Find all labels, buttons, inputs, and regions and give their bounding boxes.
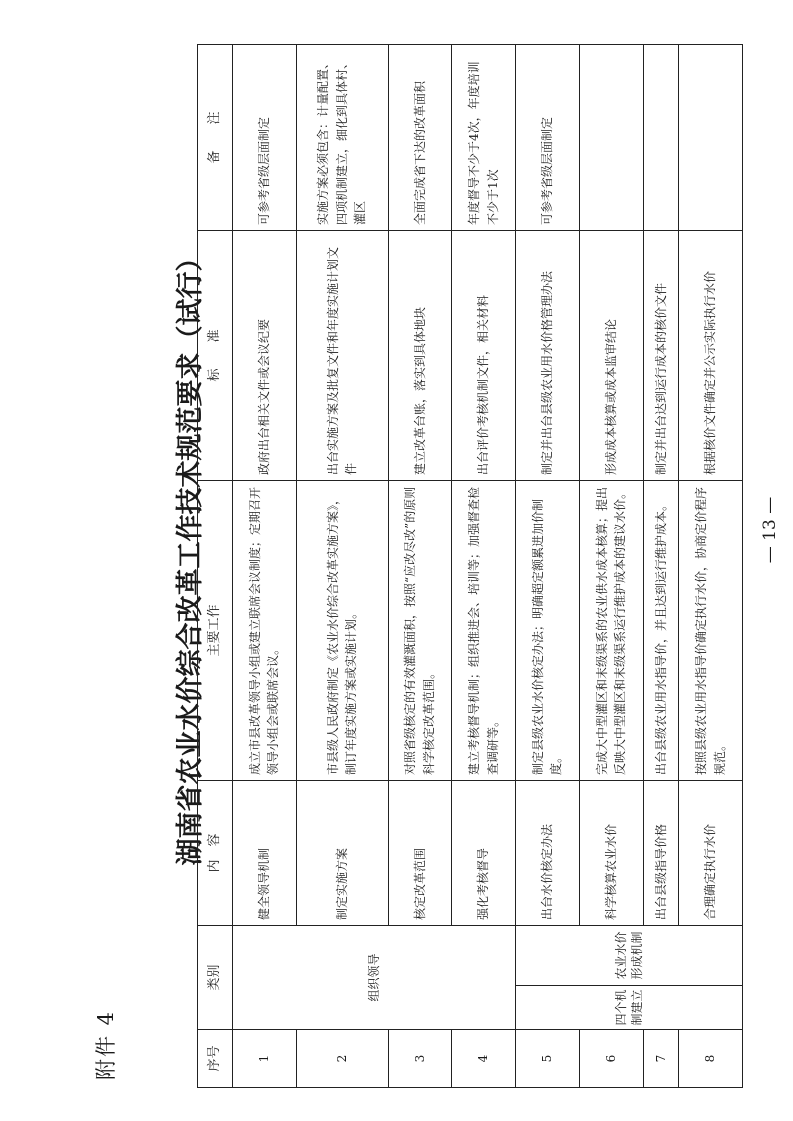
category-price-mechanism: 农业水价形成机制 [516,925,743,985]
row-seq: 2 [296,1030,388,1088]
requirements-table-wrapper [197,45,743,1088]
row-main-work: 按照县级农业用水指导价确定执行水价，协商定价程序规范。 [679,480,743,780]
row-remark: 可参考省级层面制定 [516,44,580,230]
category-organization: 组织领导 [233,925,516,1029]
row-content: 出台水价核定办法 [516,780,580,925]
row-remark: 实施方案必须包含：计量配置、四项机制建立，细化到具体村、灌区 [296,44,388,230]
row-remark: 全面完成省下达的改革面积 [388,44,452,230]
row-content: 强化考核督导 [452,780,516,925]
row-seq: 6 [579,1030,643,1088]
row-seq: 3 [388,1030,452,1088]
requirements-table [197,44,743,1088]
table-row [516,44,580,1087]
row-main-work: 完成大中型灌区和末级渠系的农业供水成本核算；提出反映大中型灌区和末级渠系运行维护成本的建议水价。 [579,480,643,780]
row-content: 出台县级指导价格 [643,780,679,925]
header-remarks: 备 注 [198,44,233,230]
header-content: 内 容 [198,780,233,925]
row-seq: 1 [233,1030,297,1088]
row-remark: 可参考省级层面制定 [233,44,297,230]
row-content: 合理确定执行水价 [679,780,743,925]
row-standard: 形成成本核算或成本监审结论 [579,230,643,480]
row-main-work: 制定县级农业水价核定办法；明确超定额累进加价制度。 [516,480,580,780]
row-remark [679,44,743,230]
row-standard: 制定并出台县级农业用水价格管理办法 [516,230,580,480]
page-number: — 13 — [760,496,780,564]
row-remark: 年度督导不少于4次，年度培训不少于1次 [452,44,516,230]
row-main-work: 建立考核督导机制；组织推进会、培训等；加强督查检查调研等。 [452,480,516,780]
document-title: 湖南省农业水价综合改革工作技术规范要求（试行） [175,244,206,866]
row-standard: 根据核价文件确定并公示实际执行水价 [679,230,743,480]
header-main-work: 主要工作 [198,480,233,780]
header-seq: 序号 [198,1030,233,1088]
row-content: 科学核算农业水价 [579,780,643,925]
row-main-work: 对照省级核定的有效灌溉面积，按照“应改尽改”的原则科学核定改革范围。 [388,480,452,780]
row-standard: 建立改革台账，落实到具体地块 [388,230,452,480]
row-content: 核定改革范围 [388,780,452,925]
row-content: 健全领导机制 [233,780,297,925]
row-content: 制定实施方案 [296,780,388,925]
row-seq: 5 [516,1030,580,1088]
row-remark [579,44,643,230]
row-seq: 7 [643,1030,679,1088]
category-four-mechanisms: 四个机制建立 [516,986,743,1030]
row-standard: 出台评价考核机制文件，相关材料 [452,230,516,480]
header-category: 类别 [198,925,233,1029]
header-standard: 标 准 [198,230,233,480]
row-seq: 8 [679,1030,743,1088]
row-standard: 制定并出台达到运行成本的核价文件 [643,230,679,480]
table-header-row [198,44,233,1087]
row-remark [643,44,679,230]
row-standard: 政府出台相关文件或会议纪要 [233,230,297,480]
table-row [233,44,297,1087]
row-standard: 出台实施方案及批复文件和年度实施计划文件 [296,230,388,480]
row-seq: 4 [452,1030,516,1088]
row-main-work: 成立市县改革领导小组或建立联席会议制度；定期召开领导小组会或联席会议。 [233,480,297,780]
attachment-label: 附件 4 [94,1009,118,1080]
row-main-work: 出台县级农业用水指导价，并且达到运行维护成本。 [643,480,679,780]
row-main-work: 市县级人民政府制定《农业水价综合改革实施方案》，制订年度实施方案或实施计划。 [296,480,388,780]
